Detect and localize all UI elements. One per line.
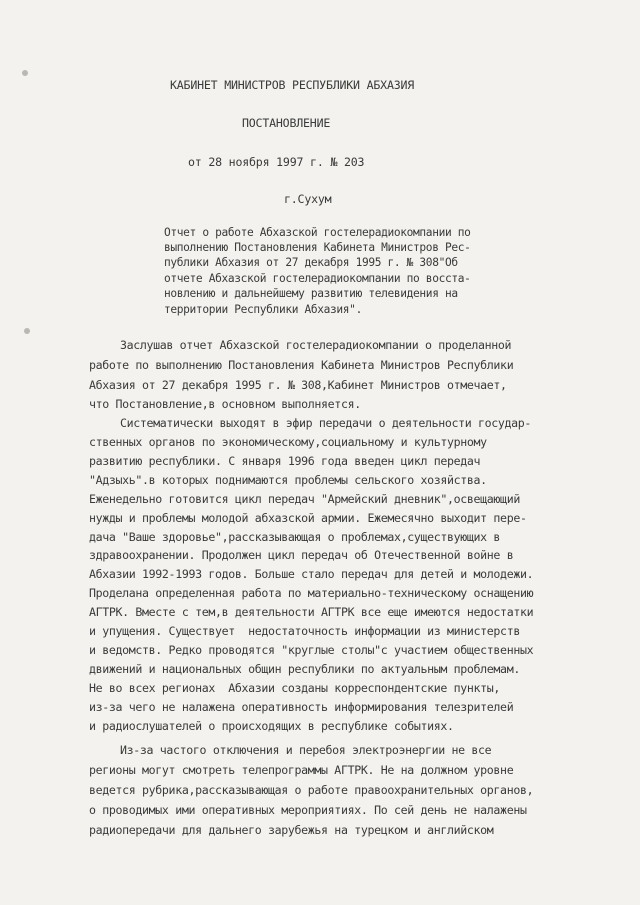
punch-hole-mark <box>22 70 28 76</box>
summary-line: Отчет о работе Абхазской гостелерадиокомпании по <box>164 226 471 239</box>
body-line: дача "Ваше здоровье",рассказывающая о проблемах,существующих в <box>89 530 501 544</box>
body-line: Абхазии 1992-1993 годов. Больше стало передач для детей и молодежи. <box>89 567 534 581</box>
summary-line: выполнению Постановления Кабинета Министров Рес- <box>164 241 471 254</box>
body-line: нужды и проблемы молодой абхазской армии. Ежемесячно выходит пере- <box>89 511 527 525</box>
city-name: г.Сухум <box>284 192 332 206</box>
body-line: радиопередачи для дальнего зарубежья на турецком и английском <box>89 823 494 837</box>
body-line: здравоохранении. Продолжен цикл передач об Отечественной войне в <box>89 548 514 562</box>
body-line: работе по выполнению Постановления Кабинета Министров Республики <box>89 358 514 372</box>
document-type: ПОСТАНОВЛЕНИЕ <box>242 116 331 130</box>
body-line: Еженедельно готовится цикл передач "Армейский дневник",освещающий <box>89 492 520 506</box>
body-line: ственных органов по экономическому,социальному и культурному <box>89 435 487 449</box>
body-line: движений и национальных общин республики по актуальным проблемам. <box>89 662 520 676</box>
body-line: и ведомств. Редко проводятся "круглые столы"с участием общественных <box>89 643 534 657</box>
date-and-number: от 28 ноября 1997 г. № 203 <box>188 155 365 169</box>
body-line: Не во всех регионах Абхазии созданы корреспондентские пункты, <box>89 681 501 695</box>
body-line: и радиослушателей о происходящих в республике событиях. <box>89 719 454 733</box>
body-line: "Адзыхь".в которых поднимаются проблемы сельского хозяйства. <box>89 473 487 487</box>
body-line: Абхазия от 27 декабря 1995 г. № 308,Кабинет Министров отмечает, <box>89 378 507 392</box>
summary-line: отчете Абхазской гостелерадиокомпании по восста- <box>164 272 471 285</box>
body-line: регионы могут смотреть телепрограммы АГТРК. Не на должном уровне <box>89 763 514 777</box>
summary-line: публики Абхазия от 27 декабря 1995 г. № 308"Об <box>164 256 458 269</box>
body-line: Заслушав отчет Абхазской гостелерадиокомпании о проделанной <box>120 338 512 352</box>
body-line: Систематически выходят в эфир передачи о деятельности государ- <box>120 416 532 430</box>
body-line: что Постановление,в основном выполняется. <box>89 397 361 411</box>
summary-line: новлению и дальнейшему развитию телевидения на <box>164 287 458 300</box>
body-line: Из-за частого отключения и перебоя электроэнергии не все <box>120 743 492 757</box>
body-line: ведется рубрика,рассказывающая о работе правоохранительных органов, <box>89 783 534 797</box>
body-line: развитию республики. С января 1996 года введен цикл передач <box>89 454 481 468</box>
body-line: АГТРК. Вместе с тем,в деятельности АГТРК все еще имеются недостатки <box>89 605 534 619</box>
org-heading: КАБИНЕТ МИНИСТРОВ РЕСПУБЛИКИ АБХАЗИЯ <box>170 78 415 92</box>
body-line: и упущения. Существует недостаточность информации из министерств <box>89 624 520 638</box>
summary-line: территории Республики Абхазия". <box>164 303 362 316</box>
body-line: о проводимых ими оперативных мероприятиях. По сей день не налажены <box>89 803 527 817</box>
punch-hole-mark <box>24 328 30 334</box>
body-line: Проделана определенная работа по материально-техническому оснащению <box>89 586 534 600</box>
body-line: из-за чего не налажена оперативность информирования телезрителей <box>89 700 514 714</box>
